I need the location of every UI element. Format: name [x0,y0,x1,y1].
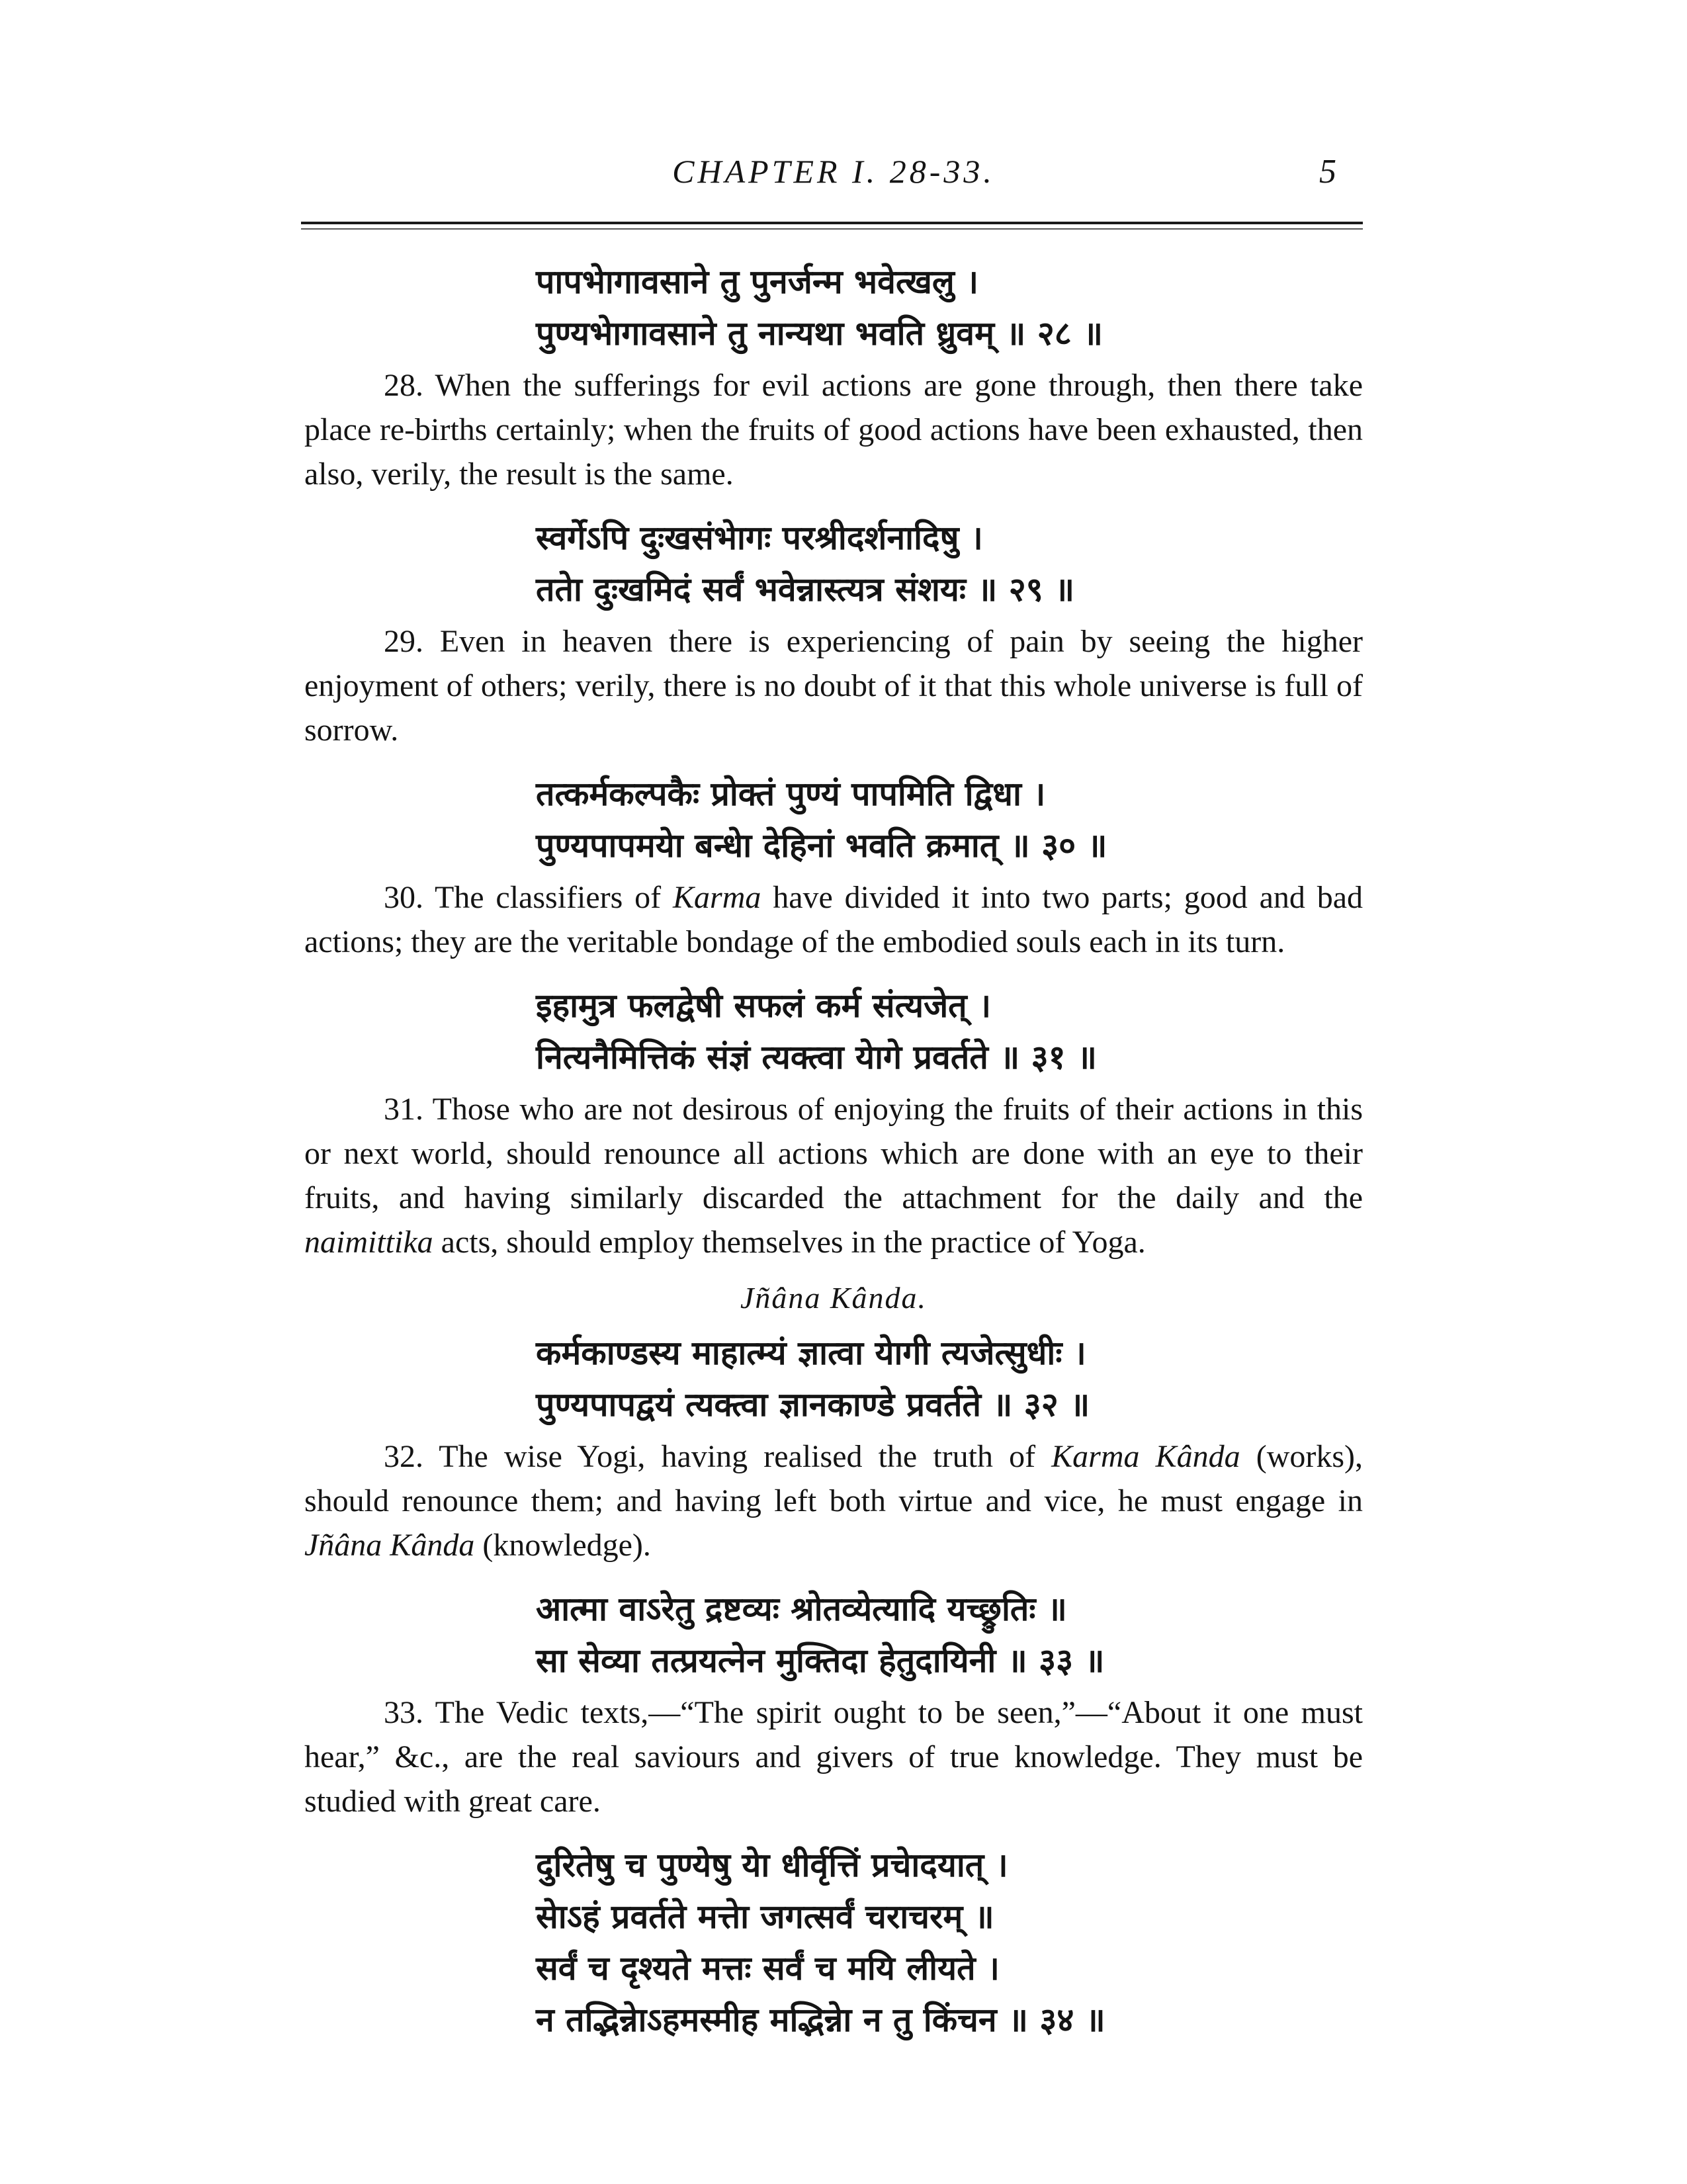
translation-33: 33. The Vedic texts,—“The spirit ought to be seen,”—“About it one must hear,” &c., are the real saviours and givers of true knowledge. They must be studied with great care. [304,1695,1363,1819]
verse-line: आत्मा वाऽरेतु द्रष्टव्यः श्रोतव्येत्यादि यच्छ्रुतिः ॥ [536,1590,1067,1628]
verse-line: पापभेागावसाने तु पुनर्जन्म भवेत्खलु । [536,263,979,301]
verse-line: न तद्भिन्नेाऽहमस्मीह मद्भिन्नेा न तु किंचन ॥ ३४ ॥ [536,2001,1105,2039]
verse-line: पुण्यपापद्वयं त्यक्त्वा ज्ञानकाण्डे प्रवर्तते ॥ ३२ ॥ [536,1385,1090,1424]
verse-line: कर्मकाण्डस्य माहात्म्यं ज्ञात्वा येागी त्यजेत्सुधीः । [536,1334,1086,1372]
translation-31 [304,1087,1363,1264]
italic-term: Karma Kânda [1051,1439,1240,1474]
verse-line: सा सेव्या तत्प्रयत्नेन मुक्तिदा हेतुदायिनी ॥ ३३ ॥ [536,1641,1105,1680]
italic-term: Karma [673,880,761,915]
section-subhead: Jñâna Kânda. [740,1281,928,1315]
translation-text: (knowledge). [474,1528,651,1563]
translation-text: 32. The wise Yogi, having realised the truth of [384,1439,1052,1474]
translation-32 [304,1434,1363,1567]
verse-line: दुरितेषु च पुण्येषु येा धीर्वृत्तिं प्रचेादयात् । [536,1846,1008,1884]
verse-31 [304,980,1363,1083]
italic-term: naimittika [304,1225,433,1260]
verse-line: पुण्यपापमयेा बन्धेा देहिनां भवति क्रमात् ॥ ३० ॥ [536,826,1107,865]
verse-line: सर्वं च दृश्यते मत्तः सर्वं च मयि लीयते । [536,1949,1000,1987]
verse-line: इहामुत्र फलद्वेषी सफलं कर्म संत्यजेत् । [536,986,992,1025]
verse-29 [304,512,1363,615]
verse-30 [304,768,1363,871]
verse-33 [304,1583,1363,1686]
translation-text: 30. The classifiers of [384,880,673,915]
verse-line: ततेा दुःखमिदं सर्वं भवेन्नास्त्यत्र संशयः ॥ २९ ॥ [536,570,1075,609]
page-body [304,248,1363,2050]
verse-line: तत्कर्मकल्पकैः प्रोक्तं पुण्यं पापमिति द्विधा । [536,775,1046,813]
translation-30 [304,875,1363,964]
translation-text: have divided it into two parts; good and bad actions; they are the veritable bondage of the embodied souls each in its turn. [304,880,1363,959]
translation-29: 29. Even in heaven there is experiencing of pain by seeing the higher enjoyment of others; verily, there is no doubt of it that this whole universe is full of sorrow. [304,624,1363,748]
verse-34 [304,1839,1363,2046]
translation-28: 28. When the sufferings for evil actions are gone through, then there take place re-births certainly; when the fruits of good actions have been exhausted, then also, verily, the result is the same. [304,368,1363,492]
translation-text: acts, should employ themselves in the practice of Yoga. [433,1225,1146,1260]
header-rule [301,222,1363,224]
running-head: CHAPTER I. 28-33. [672,153,995,190]
page-number: 5 [1319,153,1336,191]
verse-32 [304,1327,1363,1430]
verse-28 [304,256,1363,359]
page-header [304,152,1363,212]
verse-line: स्वर्गेऽपि दुःखसंभेागः परश्रीदर्शनादिषु । [536,519,983,557]
italic-term: Jñâna Kânda [304,1528,475,1563]
translation-text: (works), should renounce them; and having left both virtue and vice, he must engage in [304,1439,1363,1518]
verse-line: नित्यनैमित्तिकं संज्ञं त्यक्त्वा येागे प्रवर्तते ॥ ३१ ॥ [536,1038,1097,1076]
verse-line: पुण्यभेागावसाने तु नान्यथा भवति ध्रुवम् ॥ २८ ॥ [536,314,1103,353]
verse-line: सेाऽहं प्रवर्तते मत्तेा जगत्सर्वं चराचरम् ॥ [536,1898,994,1936]
translation-text: 31. Those who are not desirous of enjoying the fruits of their actions in this or next world, should renounce all actions which are done with an eye to their fruits, and having similarly discarded the attachment for the daily and the [304,1092,1363,1215]
